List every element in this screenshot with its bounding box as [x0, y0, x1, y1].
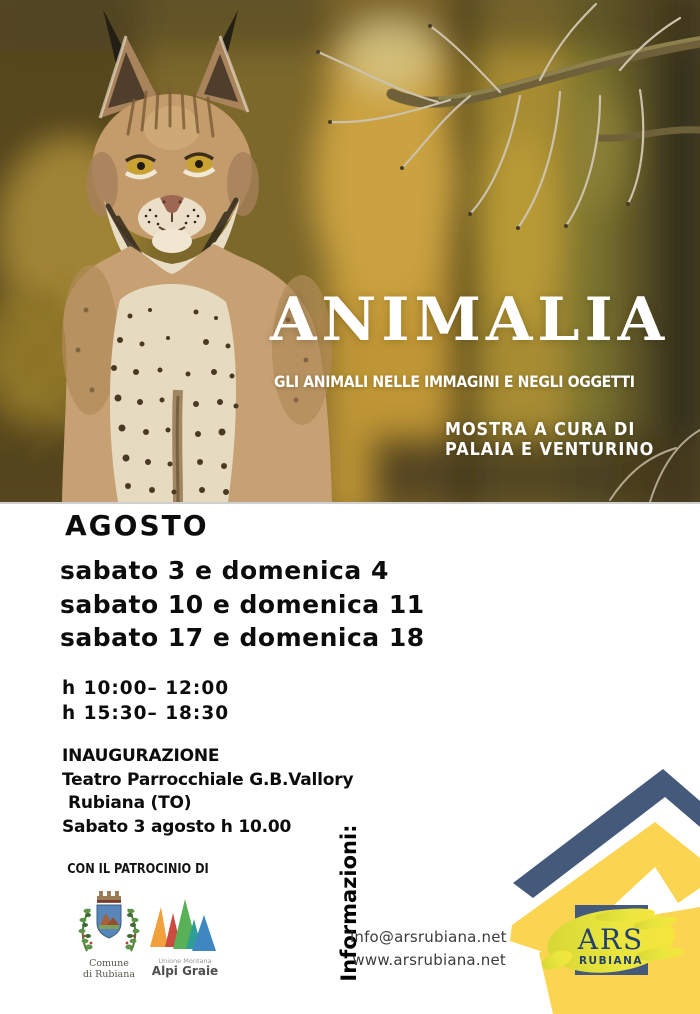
inauguration-venue: Teatro Parrocchiale G.B.Vallory — [62, 769, 354, 790]
inauguration-city: Rubiana (TO) — [68, 793, 192, 813]
open-date-line: sabato 17 e domenica 18 — [60, 623, 425, 652]
unione-montana-alpi-graie-logo — [146, 895, 224, 981]
contact-block — [350, 926, 506, 971]
open-dates-list — [60, 554, 425, 655]
ars-rubiana-logo — [505, 755, 700, 1014]
ars-wordmark: ARS — [577, 923, 645, 956]
comune-di-rubiana-logo — [74, 889, 144, 983]
rubiana-wordmark: RUBIANA — [578, 955, 644, 967]
alpi-label-small: Unione Montana — [158, 957, 212, 965]
comune-label-line-1: Comune — [89, 958, 129, 969]
contact-email: info@arsrubiana.net — [350, 928, 507, 946]
comune-label-line-2: di Rubiana — [83, 969, 135, 980]
exhibition-title: ANIMALIA — [270, 285, 670, 355]
curator-line-1: MOSTRA A CURA DI — [445, 420, 636, 440]
month-heading: AGOSTO — [65, 509, 209, 542]
inauguration-title: INAUGURAZIONE — [62, 746, 220, 766]
mountains-icon — [150, 899, 216, 951]
curator-line-2: PALAIA E VENTURINO — [445, 439, 655, 460]
open-date-line: sabato 3 e domenica 4 — [60, 556, 389, 585]
inauguration-block — [62, 745, 353, 839]
open-date-line: sabato 10 e domenica 11 — [60, 589, 425, 619]
info-label: Informazioni: — [337, 824, 361, 982]
coat-of-arms — [79, 891, 140, 951]
hero-photo-section — [0, 0, 700, 504]
patronage-heading: CON IL PATROCINIO DI — [67, 861, 209, 877]
curator-credit — [445, 421, 654, 460]
contact-website: www.arsrubiana.net — [352, 950, 506, 969]
exhibition-subtitle: GLI ANIMALI NELLE IMMAGINI E NEGLI OGGETTI — [274, 372, 635, 391]
hours-line: h 10:00– 12:00 — [62, 678, 230, 699]
opening-hours — [62, 676, 229, 726]
hours-line: h 15:30– 18:30 — [62, 703, 230, 724]
alpi-label-large: Alpi Graie — [151, 964, 219, 978]
inauguration-date: Sabato 3 agosto h 10.00 — [62, 816, 292, 837]
